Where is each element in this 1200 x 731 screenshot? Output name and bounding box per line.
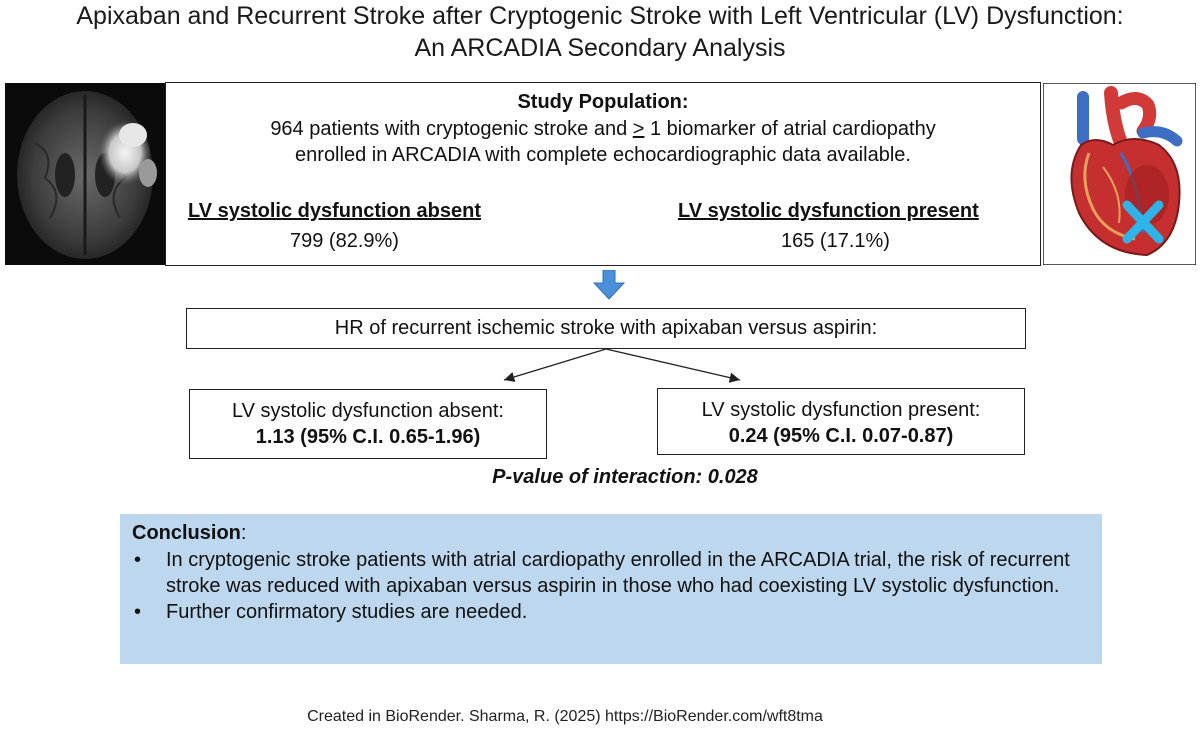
- arrow-left: [504, 349, 606, 380]
- arrow-right: [606, 349, 740, 380]
- population-line1-post: 1 biomarker of atrial cardiopathy: [644, 118, 936, 140]
- greater-equal-sign: >: [632, 118, 645, 140]
- hr-box-text: HR of recurrent ischemic stroke with apixaban versus aspirin:: [334, 317, 878, 339]
- bullet-icon: •: [134, 549, 142, 571]
- conclusion-heading: [132, 520, 1090, 546]
- conclusion-list: [132, 547, 1090, 625]
- title-line-2: An ARCADIA Secondary Analysis: [414, 34, 786, 62]
- study-population-line-2: enrolled in ARCADIA with complete echocardiographic data available.: [295, 144, 911, 166]
- group-present-value: 165 (17.1%): [781, 230, 890, 252]
- conclusion-heading-colon: :: [240, 522, 247, 544]
- conclusion-bullet-1-text: In cryptogenic stroke patients with atrial cardiopathy enrolled in the ARCADIA trial, the risk of recurrent stroke was reduced with apixaban versus aspirin in those who had coexisting LV systolic dysfunction.: [166, 549, 1070, 597]
- conclusion-box: [120, 514, 1102, 664]
- p-value-text: P-value of interaction: 0.028: [492, 466, 758, 488]
- group-absent-label: LV systolic dysfunction absent: [188, 200, 482, 222]
- conclusion-heading-text: Conclusion: [132, 522, 241, 544]
- title-line-1: Apixaban and Recurrent Stroke after Cryptogenic Stroke with Left Ventricular (LV) Dysfunction:: [76, 2, 1124, 30]
- study-population-heading: Study Population:: [517, 91, 689, 113]
- group-present-label: LV systolic dysfunction present: [678, 200, 979, 222]
- result-box-present: [657, 388, 1025, 455]
- bullet-icon: •: [134, 601, 142, 623]
- result-box-absent: [189, 389, 547, 459]
- conclusion-bullet-2: [132, 599, 1090, 625]
- population-line1-pre: 964 patients with cryptogenic stroke and: [270, 118, 633, 140]
- conclusion-bullet-2-text: Further confirmatory studies are needed.: [166, 601, 528, 623]
- conclusion-bullet-1: [132, 547, 1090, 599]
- credit-line: Created in BioRender. Sharma, R. (2025) https://BioRender.com/wft8tma: [307, 708, 823, 725]
- result-absent-value: 1.13 (95% C.I. 0.65-1.96): [255, 426, 481, 448]
- result-present-label: LV systolic dysfunction present:: [701, 399, 981, 421]
- group-absent-value: 799 (82.9%): [290, 230, 399, 252]
- result-absent-label: LV systolic dysfunction absent:: [232, 400, 504, 422]
- result-present-value: 0.24 (95% C.I. 0.07-0.87): [728, 425, 954, 447]
